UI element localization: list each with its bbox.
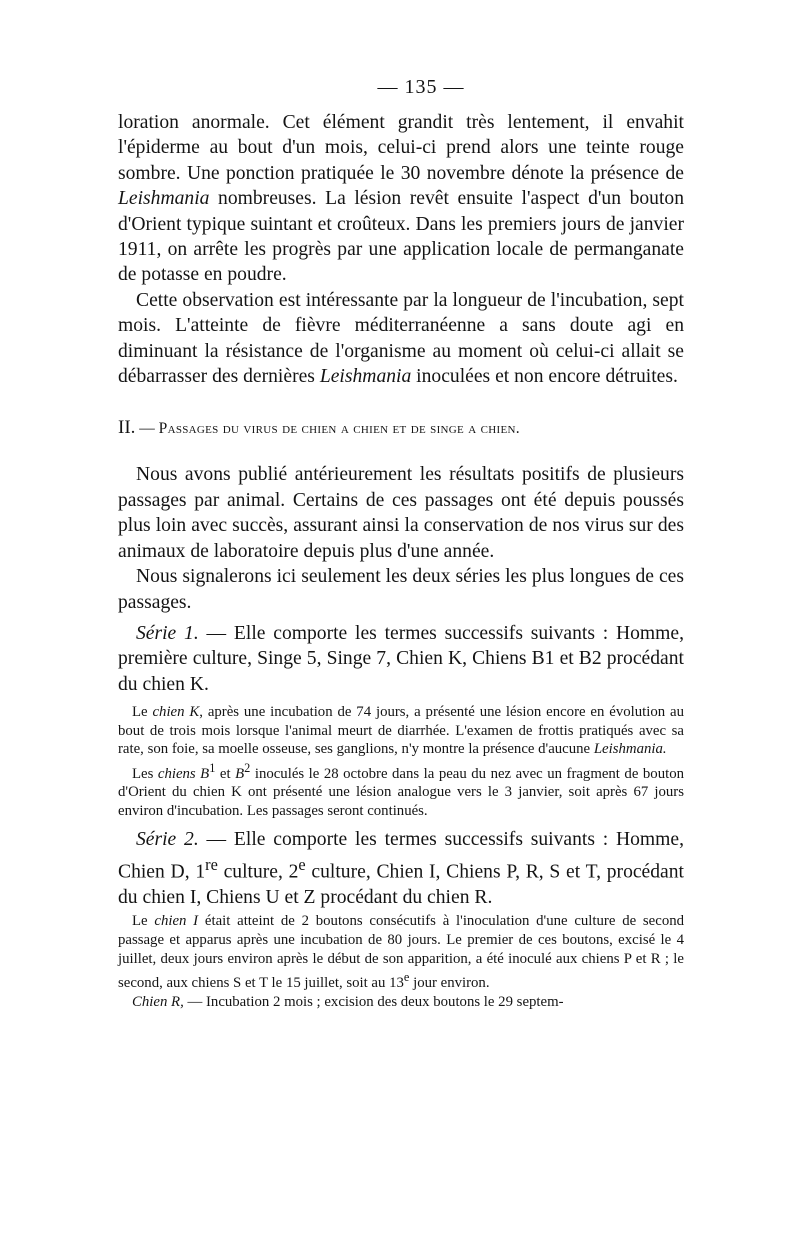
text-run: et xyxy=(215,765,236,782)
document-page xyxy=(118,70,684,1011)
italic-term: B xyxy=(235,765,245,782)
paragraph-1 xyxy=(118,110,684,288)
text-run: — Elle comporte les termes successifs suivants : Homme, Chien D, 1 xyxy=(118,828,684,883)
text-run: loration anormale. Cet élément grandit très lentement, il envahit l'épiderme au bout d'un mois, celui-ci prend alors une teinte rouge sombre. Une ponction pratiquée le 30 novembre dénote la présence de xyxy=(118,112,684,184)
note-chien-k xyxy=(118,703,684,759)
italic-term: chien K xyxy=(152,704,200,721)
superscript: e xyxy=(403,970,410,985)
italic-term: Leishmania. xyxy=(593,741,667,758)
superscript: 2 xyxy=(244,760,251,775)
text-run: Le xyxy=(132,704,153,721)
paragraph-serie-2 xyxy=(118,827,684,911)
text-run: , après une incubation de 74 jours, a présenté une lésion encore en évolution au bout de trois mois lorsque l'animal meurt de diarrhée. L'examen de frottis pratiqués avec sa rate, son foie, sa moelle osseuse, ses ganglions, n'y montre la présence d'aucune xyxy=(118,704,684,758)
superscript: 1 xyxy=(209,760,216,775)
italic-term: chiens B xyxy=(157,765,210,782)
paragraph-serie-1 xyxy=(118,621,684,697)
section-heading xyxy=(118,417,684,440)
text-run: inoculées et non encore détruites. xyxy=(411,366,678,388)
text-run: jour environ. xyxy=(409,975,490,992)
text-run: culture, 2 xyxy=(217,861,299,883)
section-title: Passages du virus de chien a chien et de singe a chien. xyxy=(158,420,520,438)
paragraph-4: Nous signalerons ici seulement les deux séries les plus longues de ces passages. xyxy=(118,566,684,613)
text-run: nombreuses. La lésion revêt ensuite l'aspect d'un bouton d'Orient typique suintant et croûteux. Dans les premiers jours de janvier 1911, on arrête les progrès par une application locale de permanganate de potasse en poudre. xyxy=(118,188,684,286)
text-run: — Elle comporte les termes successifs suivants : Homme, première culture, Singe 5, Singe 7, Chien K, Chiens B1 et B2 procédant du chien K. xyxy=(118,622,684,695)
series-label: Série 1. xyxy=(136,622,199,644)
text-run: inoculés le 28 octobre dans la peau du nez avec un fragment de bouton d'Orient du chien K ont présenté une lésion analogue vers le 3 janvier, soit après 67 jours environ d'incubation. Les passages seront continués. xyxy=(118,765,685,820)
section-number: II. xyxy=(118,417,136,439)
text-run: Le xyxy=(132,913,155,930)
italic-term: Chien R, xyxy=(132,993,184,1010)
superscript: re xyxy=(205,855,218,875)
text-run: culture, Chien I, Chiens P, R, S et T, procédant du chien I, Chiens U et Z procédant du chien R. xyxy=(118,861,684,908)
note-chien-r xyxy=(118,993,684,1012)
italic-term: Leishmania xyxy=(118,188,210,210)
note-chien-i xyxy=(118,912,684,992)
note-chiens-b xyxy=(118,759,684,821)
italic-term: Leishmania xyxy=(319,366,412,388)
text-run: était atteint de 2 boutons consécutifs à l'inoculation d'une culture de second passage et apparus après une incubation de 80 jours. Le premier de ces boutons, excisé le 4 juillet, deux jours environ après le début de son apparition, a été inoculé aux chiens P et R ; le second, aux chiens S et T le 15 juillet, soit au 13 xyxy=(118,913,685,992)
paragraph-3: Nous avons publié antérieurement les résultats positifs de plusieurs passages par animal. Certains de ces passages ont été depuis poussés plus loin avec succès, assurant ainsi la conservation de nos virus sur des animaux de laboratoire depuis plus d'une année. xyxy=(118,464,684,562)
text-run: — Incubation 2 mois ; excision des deux boutons le 29 septem- xyxy=(183,993,564,1010)
italic-term: chien I xyxy=(154,913,199,930)
heading-dash: — xyxy=(135,420,159,438)
text-run: Les xyxy=(132,765,158,782)
series-label: Série 2. xyxy=(136,828,199,850)
text-run: Cette observation est intéressante par la longueur de l'incubation, sept mois. L'atteinte de fièvre méditerranéenne a sans doute agi en diminuant la résistance de l'organisme au moment où celui-ci allait se débarrasser des dernières xyxy=(118,289,684,388)
paragraph-2 xyxy=(118,288,684,390)
superscript: e xyxy=(298,855,306,875)
page-number: — 135 — xyxy=(377,76,465,98)
